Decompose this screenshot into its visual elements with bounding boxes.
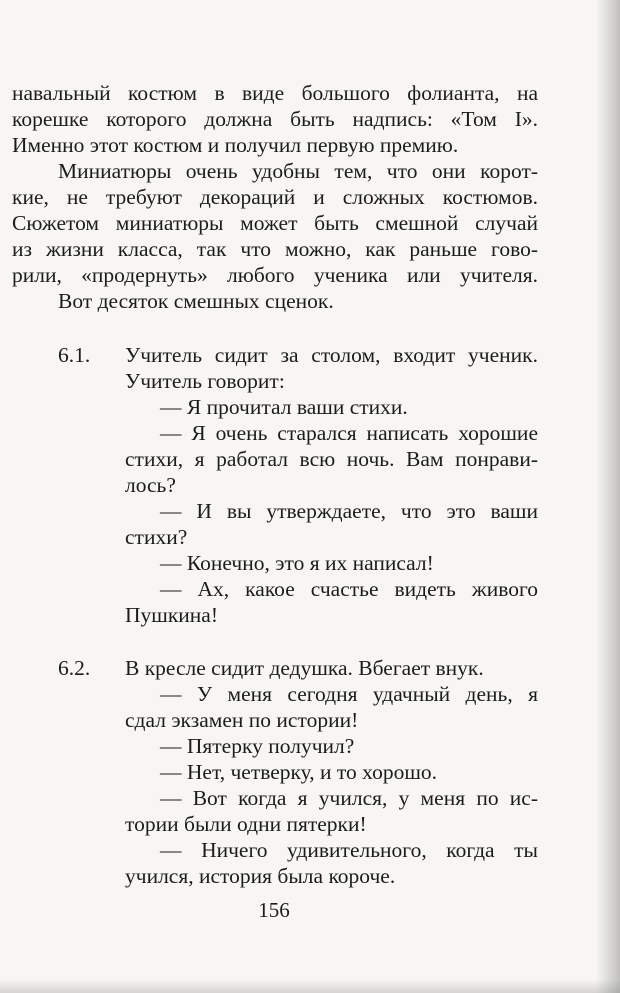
text-line: Именно этот костюм и получил первую премию. bbox=[12, 133, 459, 157]
scene-line: — И вы утверждаете, что это ваши bbox=[160, 499, 538, 523]
text-line: кие, не требуют декораций и сложных костюмов. bbox=[12, 185, 538, 209]
scene-line: тории были одни пятерки! bbox=[125, 812, 367, 836]
scene-line: — Вот когда я учился, у меня по ис- bbox=[160, 786, 538, 810]
scene-line: Учитель говорит: bbox=[125, 369, 285, 393]
scene-line: — Я очень старался написать хорошие bbox=[160, 421, 538, 445]
scene-line: — Ах, какое счастье видеть живого bbox=[160, 577, 538, 601]
text-line: Вот десяток смешных сценок. bbox=[58, 289, 334, 313]
scene-line: сдал экзамен по истории! bbox=[125, 708, 359, 732]
page-number: 156 bbox=[258, 898, 290, 922]
text-line: рили, «продернуть» любого ученика или учителя. bbox=[12, 263, 538, 287]
text-line: Сюжетом миниатюры может быть смешной случай bbox=[12, 211, 538, 235]
scene-line: — Я прочитал ваши стихи. bbox=[160, 395, 408, 419]
text-line: из жизни класса, так что можно, как раньше гово- bbox=[12, 237, 538, 261]
text-line: Миниатюры очень удобны тем, что они корот- bbox=[58, 159, 538, 183]
scene-line: Учитель сидит за столом, входит ученик. bbox=[125, 343, 538, 367]
page-bottom-shadow bbox=[0, 979, 620, 993]
scene-line: — Конечно, это я их написал! bbox=[160, 551, 434, 575]
scene-line: — Пятерку получил? bbox=[160, 734, 355, 758]
scene-line: стихи? bbox=[125, 525, 188, 549]
scene-line: В кресле сидит дедушка. Вбегает внук. bbox=[125, 656, 484, 680]
scene-line: лось? bbox=[125, 473, 176, 497]
scene-line: Пушкина! bbox=[125, 603, 218, 627]
scene-number: 6.1. bbox=[58, 343, 91, 367]
scene-line: учился, история была короче. bbox=[125, 864, 396, 888]
page-edge-shadow bbox=[596, 0, 620, 993]
scene-line: стихи, я работал всю ночь. Вам понрави- bbox=[125, 447, 538, 471]
scene-line: — Нет, четверку, и то хорошо. bbox=[160, 760, 438, 784]
text-line: корешке которого должна быть надпись: «Том I». bbox=[12, 107, 538, 131]
scene-line: — Ничего удивительного, когда ты bbox=[160, 838, 538, 862]
scene-number: 6.2. bbox=[58, 656, 91, 680]
text-line: навальный костюм в виде большого фолианта, на bbox=[12, 81, 538, 105]
scene-line: — У меня сегодня удачный день, я bbox=[160, 682, 538, 706]
